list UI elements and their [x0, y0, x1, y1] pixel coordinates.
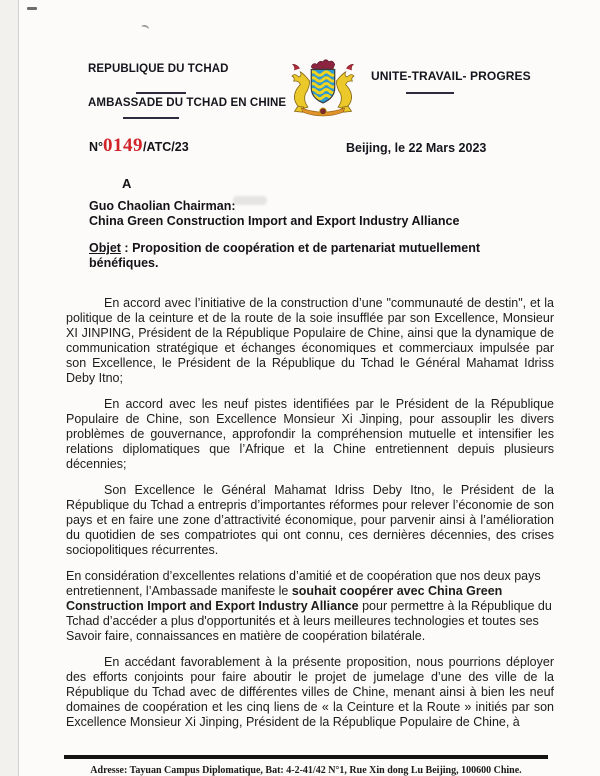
reference-line — [89, 136, 189, 155]
paragraph-run: En accord avec les neuf pistes identifiées par le Président de la République Populaire de Chine, son Excellence Monsieur Xi Jinping, pour assouplir les divers problèmes de gouvernance, approfondir la compréhension mutuelle et intensifier les relations diplomatiques que l’Afrique et la Chine entretiennent depuis plusieurs décennies; — [66, 397, 554, 471]
recipient-organization: China Green Construction Import and Export Industry Alliance — [89, 214, 460, 228]
republic-title: REPUBLIQUE DU TCHAD — [88, 63, 229, 75]
addressee-marker: A — [122, 176, 132, 191]
motto-title: UNITE-TRAVAIL- PROGRES — [371, 69, 531, 83]
paragraph-run: En accédant favorablement à la présente proposition, nous pourrions déployer des efforts conjoints pour faire aboutir le projet de jumelage d’une des ville de la République du Tchad avec de différentes villes de Chine, menant ainsi à bien les neuf domaines de coopération et les cinq liens de « la Ceinture et la Route » initiés par son Excellence Monsieur Xi Jinping, Président de la République Populaire de Chine, à — [66, 655, 554, 729]
divider — [136, 92, 186, 94]
paragraph-run: Son Excellence le Général Mahamat Idriss Deby Itno, le Président de la République du Tchad a entrepris d’importantes réformes pour relever l’économie de son pays et en faire une zone d’attractivité économique, pour parvenir ainsi à l’amélioration du quotidien de ses compatriotes qui ont connu, ces dernières décennies, des crises sociopolitiques récurrentes. — [66, 483, 554, 557]
subject-label: Objet — [89, 241, 121, 255]
body-paragraph — [66, 397, 554, 472]
reference-number: 0149 — [103, 135, 144, 156]
body-paragraph — [66, 483, 554, 558]
paragraph-run: En considération d’excellentes relations d’amitié et de coopération que nos deux pays entretiennent, l’Ambassade manifeste le — [66, 569, 541, 598]
paragraph-run: souhait coopérer avec China Green Construction Import and Export Industry Alliance — [66, 584, 503, 613]
recipient-name: Guo Chaolian Chairman: — [89, 199, 236, 213]
body-paragraph — [66, 655, 554, 730]
letter-body — [66, 296, 554, 741]
scan-speck — [140, 24, 149, 32]
paragraph-run: En accord avec l’initiative de la construction d’une "communauté de destin", et la politique de la ceinture et de la route de la soie insufflée par son Excellence, Monsieur XI JINPING, Président de la République Populaire de Chine, ainsi que la dynamique de communication stratégique et échanges économiques et commerciaux impulsée par son Excellence, le Président de la République du Tchad le Général Mahamat Idriss Deby Itno; — [66, 296, 554, 385]
subject-text: Proposition de coopération et de partenariat mutuellement bénéfiques. — [89, 241, 481, 270]
embassy-title: AMBASSADE DU TCHAD EN CHINE — [88, 97, 287, 109]
divider — [406, 92, 454, 94]
subject-separator: : — [120, 241, 133, 255]
body-paragraph — [66, 569, 554, 644]
chad-coat-of-arms-icon — [281, 56, 365, 118]
subject-line — [89, 241, 551, 271]
letter-page — [18, 0, 600, 776]
paragraph-run: pour permettre à la République du Tchad d’accéder a plus d'opportunités et à leurs meilleures technologies et toutes ses Savoir faire, connaissances en matière de coopération bilatérale. — [66, 599, 552, 643]
reference-suffix: /ATC/23 — [143, 140, 189, 154]
recipient-block — [89, 199, 459, 229]
scan-speck — [27, 7, 37, 10]
footer-address: Adresse: Tayuan Campus Diplomatique, Bat: 4-2-41/42 N°1, Rue Xin dong Lu Beijing, 100600 Chine. — [90, 765, 522, 776]
reference-prefix: N° — [89, 140, 104, 154]
footer-divider — [64, 755, 548, 759]
date-line: Beijing, le 22 Mars 2023 — [346, 141, 487, 155]
body-paragraph — [66, 296, 554, 386]
divider — [123, 117, 179, 119]
